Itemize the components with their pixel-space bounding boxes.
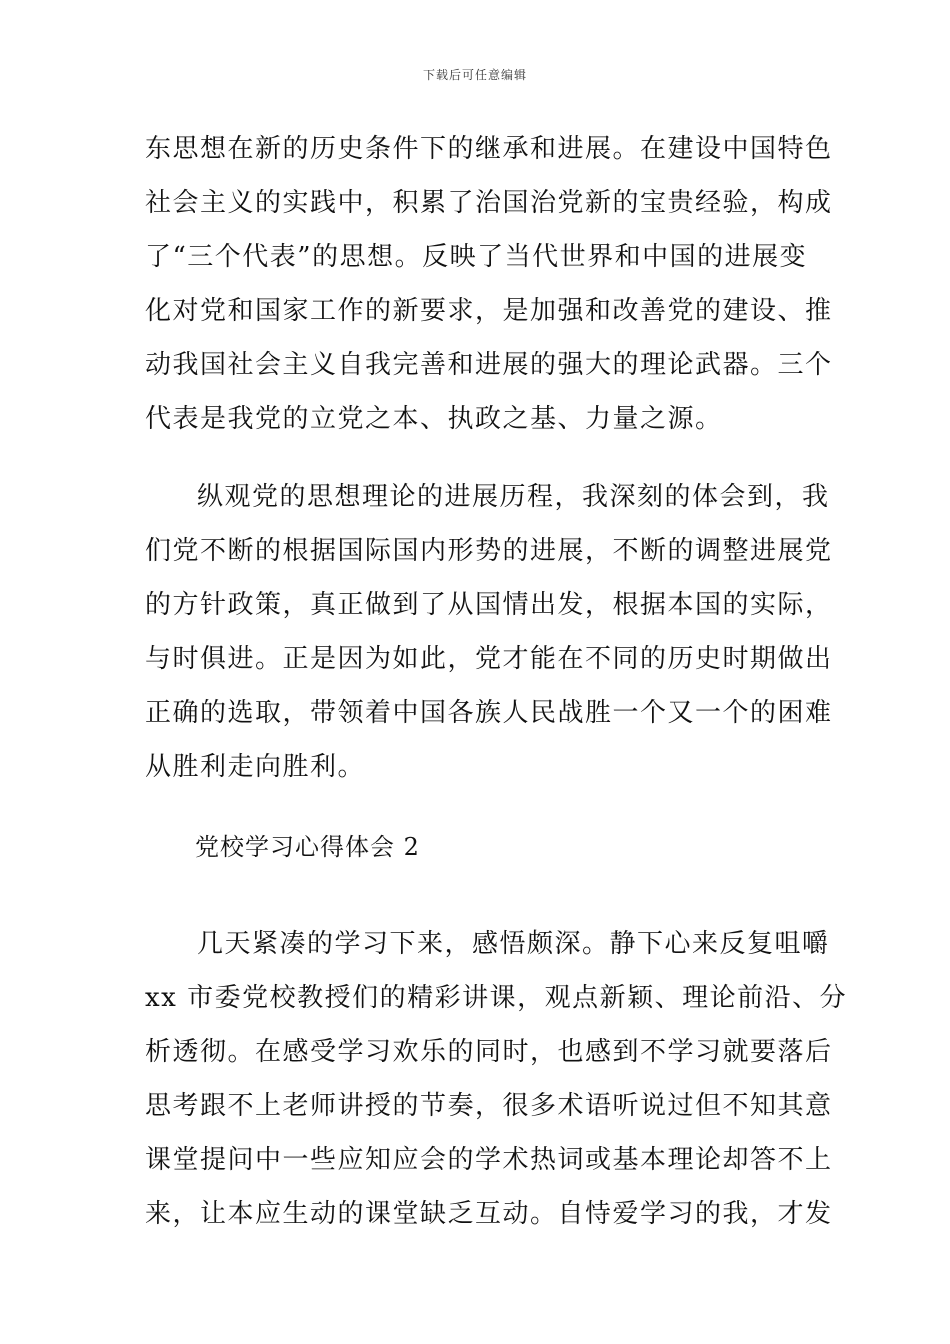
paragraph-2 — [145, 470, 833, 794]
paragraph-3 — [145, 917, 848, 1241]
header-note: 下载后可任意编辑 — [422, 68, 527, 82]
paragraph-line: 们党不断的根据国际国内形势的进展，不断的调整进展党 — [145, 536, 833, 566]
paragraph-line: 来，让本应生动的课堂缺乏互动。自恃爱学习的我，才发 — [145, 1199, 833, 1229]
paragraph-line: 代表是我党的立党之本、执政之基、力量之源。 — [145, 404, 723, 434]
paragraph-1 — [145, 122, 833, 446]
paragraph-line: 正确的选取，带领着中国各族人民战胜一个又一个的困难 — [145, 698, 833, 728]
paragraph-line: xx 市委党校教授们的精彩讲课，观点新颖、理论前沿、分 — [145, 983, 848, 1013]
paragraph-line: 化对党和国家工作的新要求，是加强和改善党的建设、推 — [145, 296, 833, 326]
paragraph-line: 与时俱进。正是因为如此，党才能在不同的历史时期做出 — [145, 644, 833, 674]
paragraph-line: 几天紧凑的学习下来，感悟颇深。静下心来反复咀嚼 — [197, 929, 830, 959]
paragraph-line: 动我国社会主义自我完善和进展的强大的理论武器。三个 — [145, 350, 833, 380]
paragraph-line: 从胜利走向胜利。 — [145, 752, 366, 782]
paragraph-line: 社会主义的实践中，积累了治国治党新的宝贵经验，构成 — [145, 188, 833, 218]
paragraph-line: 了“三个代表”的思想。反映了当代世界和中国的进展变 — [145, 242, 808, 272]
paragraph-line: 的方针政策，真正做到了从国情出发，根据本国的实际， — [145, 590, 833, 620]
paragraph-line: 思考跟不上老师讲授的节奏，很多术语听说过但不知其意 — [145, 1091, 833, 1121]
paragraph-line: 课堂提问中一些应知应会的学术热词或基本理论却答不上 — [145, 1145, 833, 1175]
paragraph-line: 析透彻。在感受学习欢乐的同时，也感到不学习就要落后 — [145, 1037, 833, 1067]
section-heading: 党校学习心得体会 2 — [195, 833, 420, 861]
paragraph-line: 纵观党的思想理论的进展历程，我深刻的体会到，我 — [197, 482, 830, 512]
paragraph-line: 东思想在新的历史条件下的继承和进展。在建设中国特色 — [145, 134, 833, 164]
